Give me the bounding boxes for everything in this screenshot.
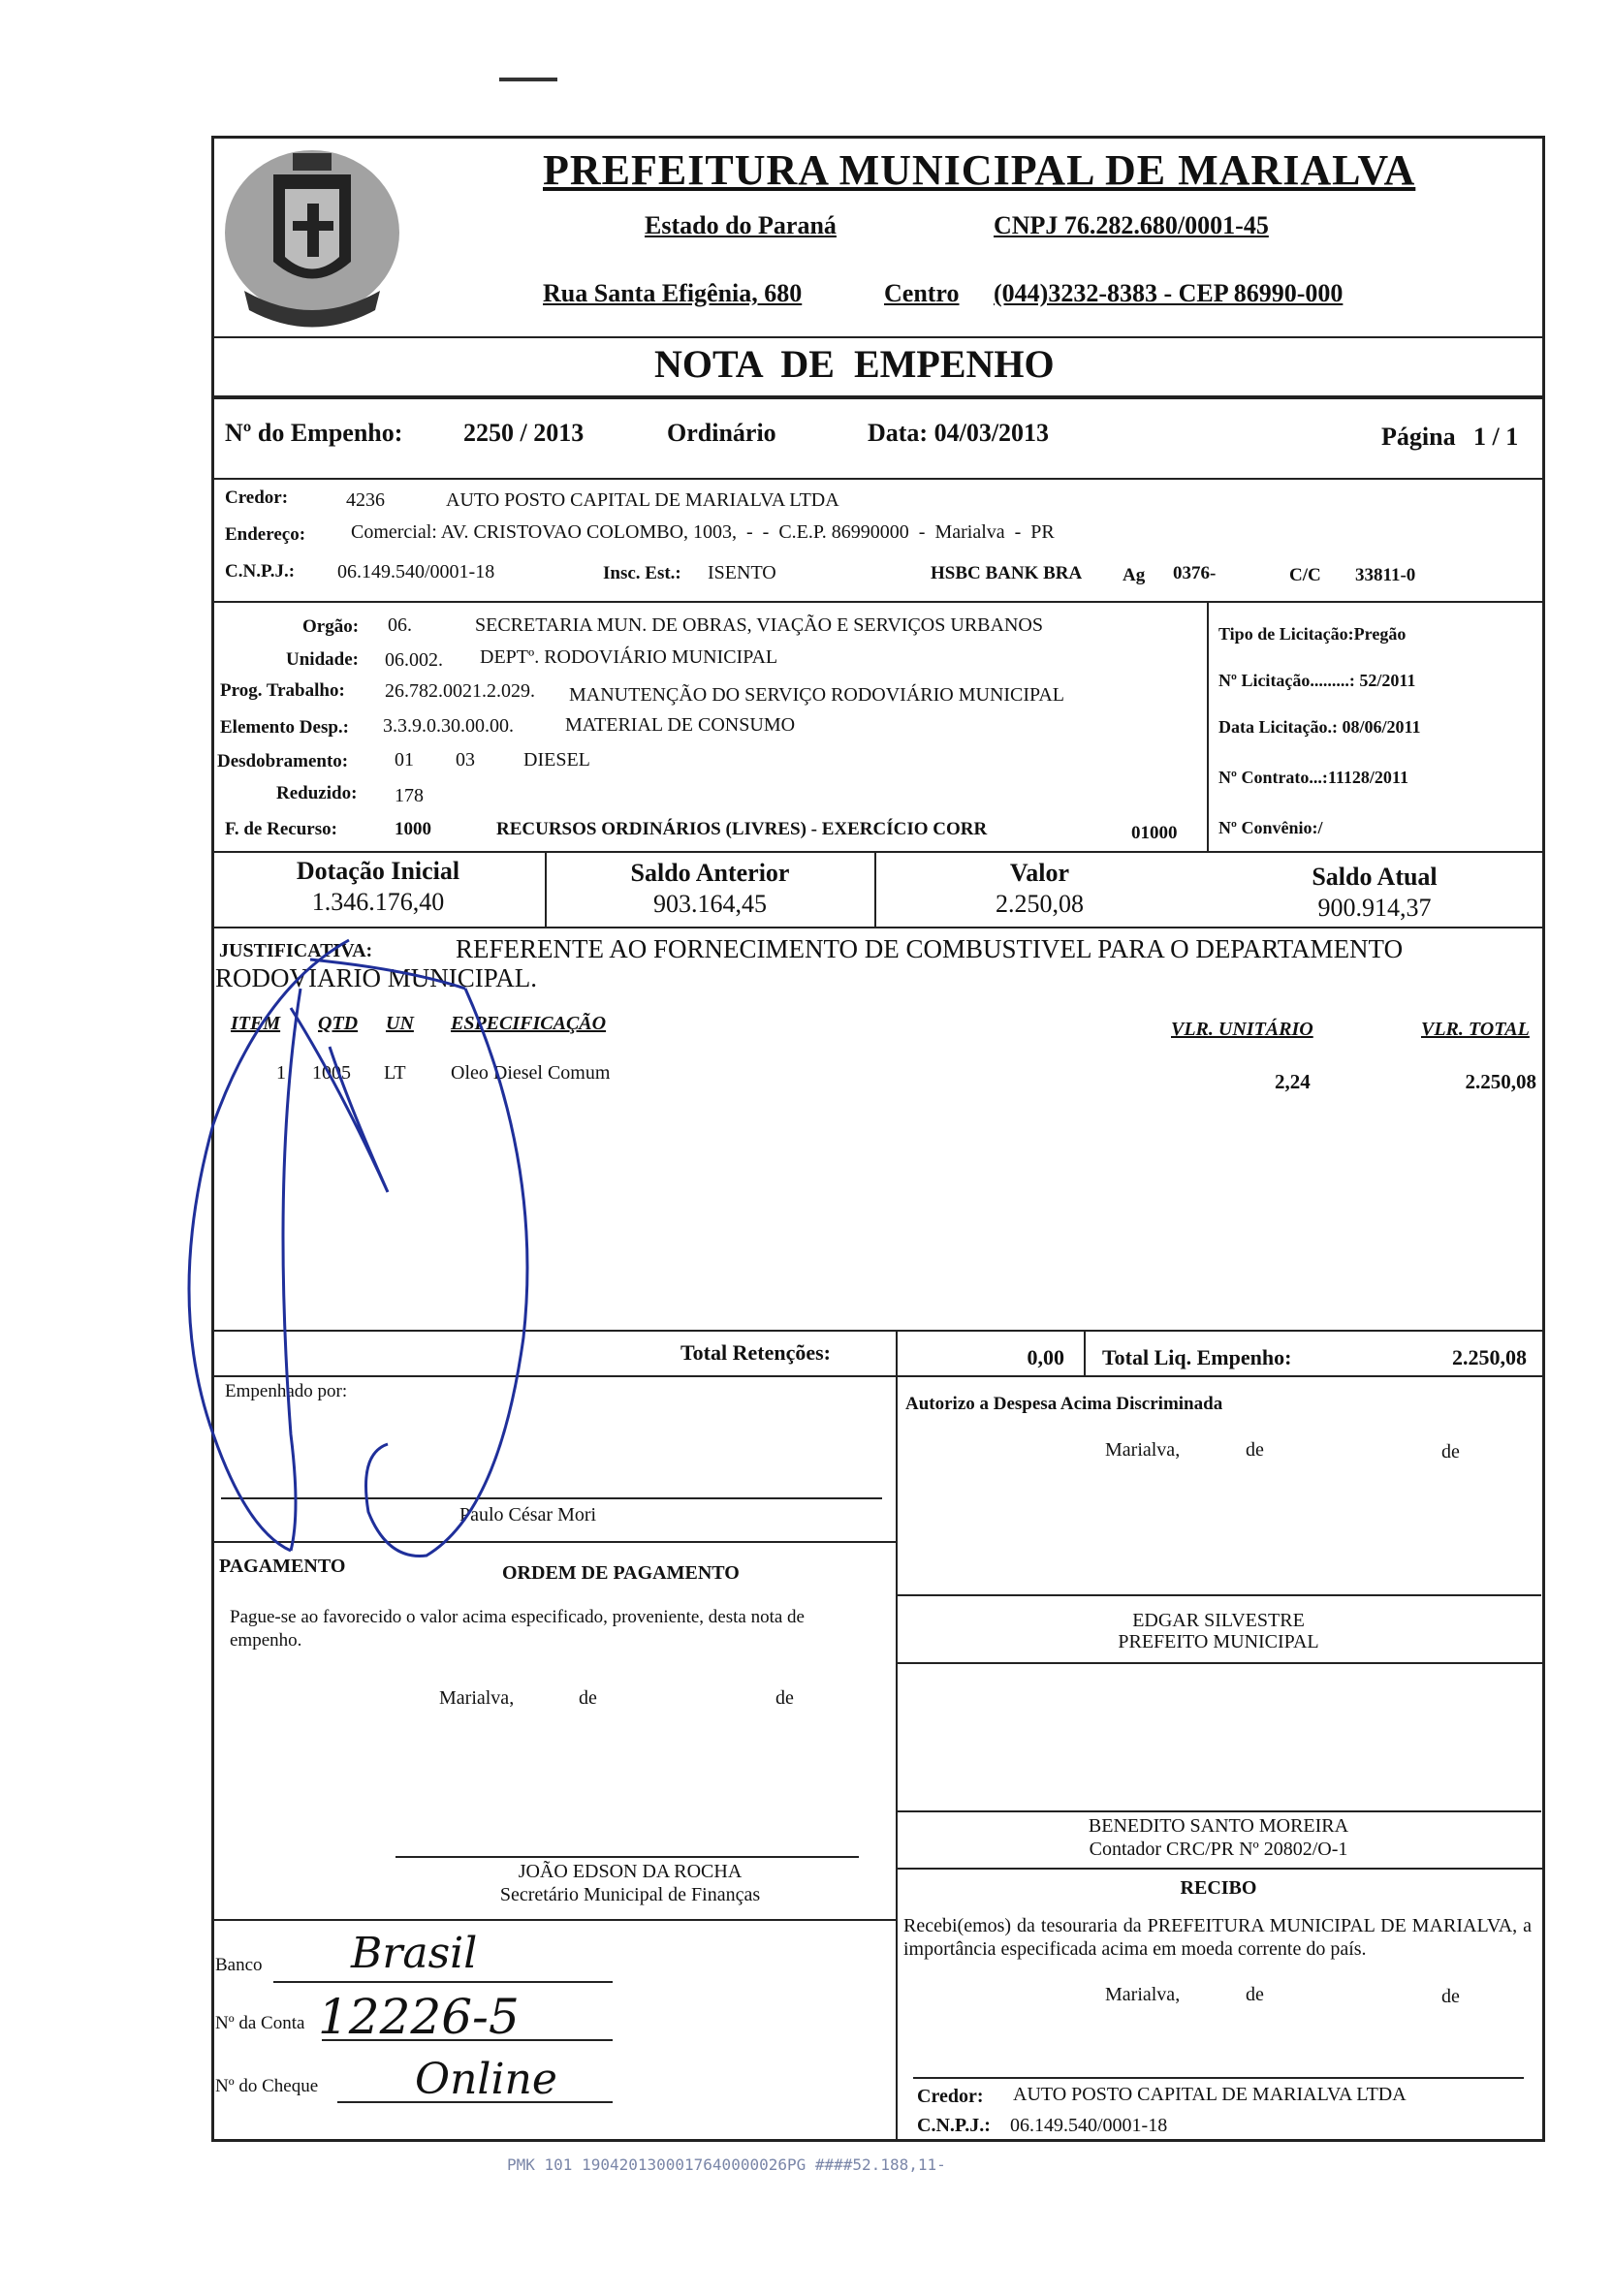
licitacao-data: Data Licitação.: 08/06/2011 <box>1218 717 1421 737</box>
prog-name: MANUTENÇÃO DO SERVIÇO RODOVIÁRIO MUNICIPAL <box>569 684 1065 706</box>
recurso-label: F. de Recurso: <box>225 819 337 839</box>
coat-of-arms-logo <box>215 136 409 334</box>
empenhado-label: Empenhado por: <box>225 1381 348 1401</box>
signature-line <box>395 1856 859 1858</box>
col-unit-value: VLR. UNITÁRIO <box>1171 1019 1313 1040</box>
ordem-de-2: de <box>775 1687 794 1709</box>
credor-insc: ISENTO <box>708 562 776 583</box>
orgao-label: Orgão: <box>302 616 360 637</box>
autorizo-place: Marialva, <box>1105 1439 1181 1461</box>
agency-number: 0376- <box>1173 563 1217 583</box>
recurso-name: RECURSOS ORDINÁRIOS (LIVRES) - EXERCÍCIO CORR <box>496 819 988 839</box>
ordem-pagamento-label: ORDEM DE PAGAMENTO <box>502 1562 740 1584</box>
credor-label: Credor: <box>225 488 289 508</box>
divider <box>1207 601 1209 853</box>
secretario-role: Secretário Municipal de Finanças <box>499 1884 761 1905</box>
unidade-label: Unidade: <box>286 649 359 670</box>
empenho-date: Data: 04/03/2013 <box>868 419 1050 447</box>
header-district: Centro <box>884 279 960 307</box>
divider <box>211 395 1545 399</box>
pen-annotation <box>155 930 582 1570</box>
empenho-number: 2250 / 2013 <box>463 419 585 447</box>
divider <box>211 851 1545 853</box>
total-liq-label: Total Liq. Empenho: <box>1102 1345 1292 1369</box>
valor-label: Valor <box>1009 859 1070 887</box>
recibo-text: Recebi(emos) da tesouraria da PREFEITURA MUNICIPAL DE MARIALVA, a importância especificada acima em moeda corrente do país. <box>903 1915 1532 1960</box>
col-total-value: VLR. TOTAL <box>1421 1019 1530 1040</box>
recurso-number: 01000 <box>1131 823 1178 843</box>
credor-address: Comercial: AV. CRISTOVAO COLOMBO, 1003, - - C.E.P. 86990000 - Marialva - PR <box>351 521 1055 543</box>
orgao-code: 06. <box>388 614 412 636</box>
desdobramento-label: Desdobramento: <box>217 751 349 771</box>
justificativa-label: JUSTIFICATIVA: <box>219 940 373 961</box>
banco-label: Banco <box>215 1955 263 1975</box>
divider <box>1084 1330 1086 1375</box>
ordem-place: Marialva, <box>439 1687 515 1709</box>
pagamento-label: PAGAMENTO <box>219 1556 346 1577</box>
conta-handwriting: 12226-5 <box>318 1989 520 2045</box>
state-name: Estado do Paraná <box>645 211 837 239</box>
divider <box>874 851 876 927</box>
header-phone-cep: (044)3232-8383 - CEP 86990-000 <box>994 279 1344 307</box>
saldo-anterior-value: 903.164,45 <box>653 890 767 918</box>
recibo-de-1: de <box>1246 1984 1264 2005</box>
account-label: C/C <box>1289 565 1321 585</box>
col-qtd: QTD <box>318 1013 359 1034</box>
scan-mark <box>499 78 557 81</box>
autorizo-text: Autorizo a Despesa Acima Discriminada <box>905 1394 1223 1414</box>
item-spec: Oleo Diesel Comum <box>451 1062 611 1084</box>
divider <box>211 478 1545 480</box>
divider <box>896 1868 1545 1870</box>
credor-name: AUTO POSTO CAPITAL DE MARIALVA LTDA <box>446 489 839 511</box>
contador-role: Contador CRC/PR Nº 20802/O-1 <box>1089 1839 1348 1860</box>
item-total-value: 2.250,08 <box>1465 1070 1536 1093</box>
credor-footer-label: Credor: <box>917 2086 984 2107</box>
empenho-type: Ordinário <box>667 419 776 447</box>
address-label: Endereço: <box>225 524 306 545</box>
pague-se-text: Pague-se ao favorecido o valor acima especificado, proveniente, desta nota de empenho. <box>230 1607 805 1651</box>
retencoes-value: 0,00 <box>1027 1345 1064 1369</box>
agency-label: Ag <box>1123 565 1146 585</box>
orgao-name: SECRETARIA MUN. DE OBRAS, VIAÇÃO E SERVIÇOS URBANOS <box>475 614 1043 636</box>
header-cnpj: CNPJ 76.282.680/0001-45 <box>994 211 1269 239</box>
municipality-title: PREFEITURA MUNICIPAL DE MARIALVA <box>543 146 1416 194</box>
divider <box>211 336 1545 338</box>
saldo-atual-label: Saldo Atual <box>1312 863 1438 891</box>
page-number: 1 / 1 <box>1473 423 1519 451</box>
reduzido-value: 178 <box>395 785 424 806</box>
col-spec: ESPECIFICAÇÃO <box>451 1013 607 1034</box>
recibo-label: RECIBO <box>1180 1877 1257 1899</box>
prog-label: Prog. Trabalho: <box>220 680 345 701</box>
item-un: LT <box>384 1062 406 1084</box>
desdobramento-name: DIESEL <box>523 749 590 771</box>
dotacao-label: Dotação Inicial <box>296 857 460 885</box>
unidade-name: DEPTº. RODOVIÁRIO MUNICIPAL <box>480 646 778 668</box>
dotacao-value: 1.346.176,40 <box>311 888 445 916</box>
autorizo-de-2: de <box>1441 1441 1460 1463</box>
document-title: NOTA DE EMPENHO <box>654 342 1055 386</box>
account-number: 33811-0 <box>1355 565 1416 585</box>
empenhado-name: Paulo César Mori <box>459 1504 597 1525</box>
divider <box>211 1919 896 1921</box>
ordem-de-1: de <box>579 1687 597 1709</box>
recurso-code: 1000 <box>395 819 431 839</box>
credor-footer-name: AUTO POSTO CAPITAL DE MARIALVA LTDA <box>1013 2084 1407 2105</box>
item-unit-value: 2,24 <box>1275 1070 1311 1093</box>
item-number: 1 <box>276 1062 286 1084</box>
elemento-label: Elemento Desp.: <box>220 717 349 738</box>
footer-code: PMK 101 1904201300017640000026PG ####52.188,11- <box>507 2155 946 2174</box>
credor-footer-cnpj-label: C.N.P.J.: <box>917 2115 991 2136</box>
convenio-number: Nº Convênio:/ <box>1218 818 1323 837</box>
divider <box>896 1662 1545 1664</box>
saldo-atual-value: 900.914,37 <box>1317 894 1432 922</box>
recibo-de-2: de <box>1441 1986 1460 2007</box>
conta-label: Nº da Conta <box>215 2013 305 2033</box>
empenho-number-label: Nº do Empenho: <box>225 419 403 447</box>
credor-cnpj: 06.149.540/0001-18 <box>337 561 495 582</box>
valor-value: 2.250,08 <box>996 890 1084 918</box>
justificativa-line2: RODOVIARIO MUNICIPAL. <box>215 963 538 992</box>
banco-line <box>273 1981 613 1983</box>
cnpj-label: C.N.P.J.: <box>225 561 296 582</box>
recibo-place: Marialva, <box>1105 1984 1181 2005</box>
col-un: UN <box>386 1013 414 1034</box>
bank-name: HSBC BANK BRA <box>931 563 1083 583</box>
divider <box>545 851 547 927</box>
retencoes-label: Total Retenções: <box>680 1340 831 1365</box>
justificativa-line1: REFERENTE AO FORNECIMENTO DE COMBUSTIVEL PARA O DEPARTAMENTO <box>456 934 1404 963</box>
insc-label: Insc. Est.: <box>603 563 681 583</box>
licitacao-numero: Nº Licitação.........: 52/2011 <box>1218 671 1416 690</box>
divider <box>211 601 1545 603</box>
signature-line <box>896 1810 1541 1812</box>
prefeito-name: EDGAR SILVESTRE <box>1132 1610 1305 1631</box>
signature-line <box>896 1594 1541 1596</box>
prog-code: 26.782.0021.2.029. <box>385 680 535 702</box>
cheque-handwriting: Online <box>415 2055 557 2104</box>
item-qtd: 1005 <box>312 1062 351 1084</box>
cheque-label: Nº do Cheque <box>215 2076 319 2096</box>
signature-line <box>913 2077 1524 2079</box>
licitacao-tipo: Tipo de Licitação:Pregão <box>1218 624 1407 644</box>
unidade-code: 06.002. <box>385 649 443 671</box>
header-address: Rua Santa Efigênia, 680 <box>543 279 803 307</box>
elemento-code: 3.3.9.0.30.00.00. <box>383 715 514 737</box>
reduzido-label: Reduzido: <box>276 783 358 803</box>
total-liq-value: 2.250,08 <box>1452 1345 1527 1369</box>
banco-handwriting: Brasil <box>351 1929 478 1978</box>
credor-code: 4236 <box>346 489 385 511</box>
prefeito-role: PREFEITO MUNICIPAL <box>1118 1631 1319 1652</box>
credor-footer-cnpj: 06.149.540/0001-18 <box>1010 2115 1168 2136</box>
contrato-number: Nº Contrato...:11128/2011 <box>1218 768 1408 787</box>
secretario-name: JOÃO EDSON DA ROCHA <box>518 1861 743 1882</box>
desdobramento-b: 03 <box>456 749 475 771</box>
divider <box>896 1375 898 2142</box>
page-label: Página <box>1381 423 1456 451</box>
divider <box>896 1330 898 1375</box>
saldo-anterior-label: Saldo Anterior <box>630 859 790 887</box>
contador-name: BENEDITO SANTO MOREIRA <box>1088 1815 1349 1837</box>
elemento-name: MATERIAL DE CONSUMO <box>565 714 796 736</box>
autorizo-de-1: de <box>1246 1439 1264 1461</box>
desdobramento-a: 01 <box>395 749 414 771</box>
col-item: ITEM <box>231 1013 281 1034</box>
divider <box>211 927 1545 928</box>
